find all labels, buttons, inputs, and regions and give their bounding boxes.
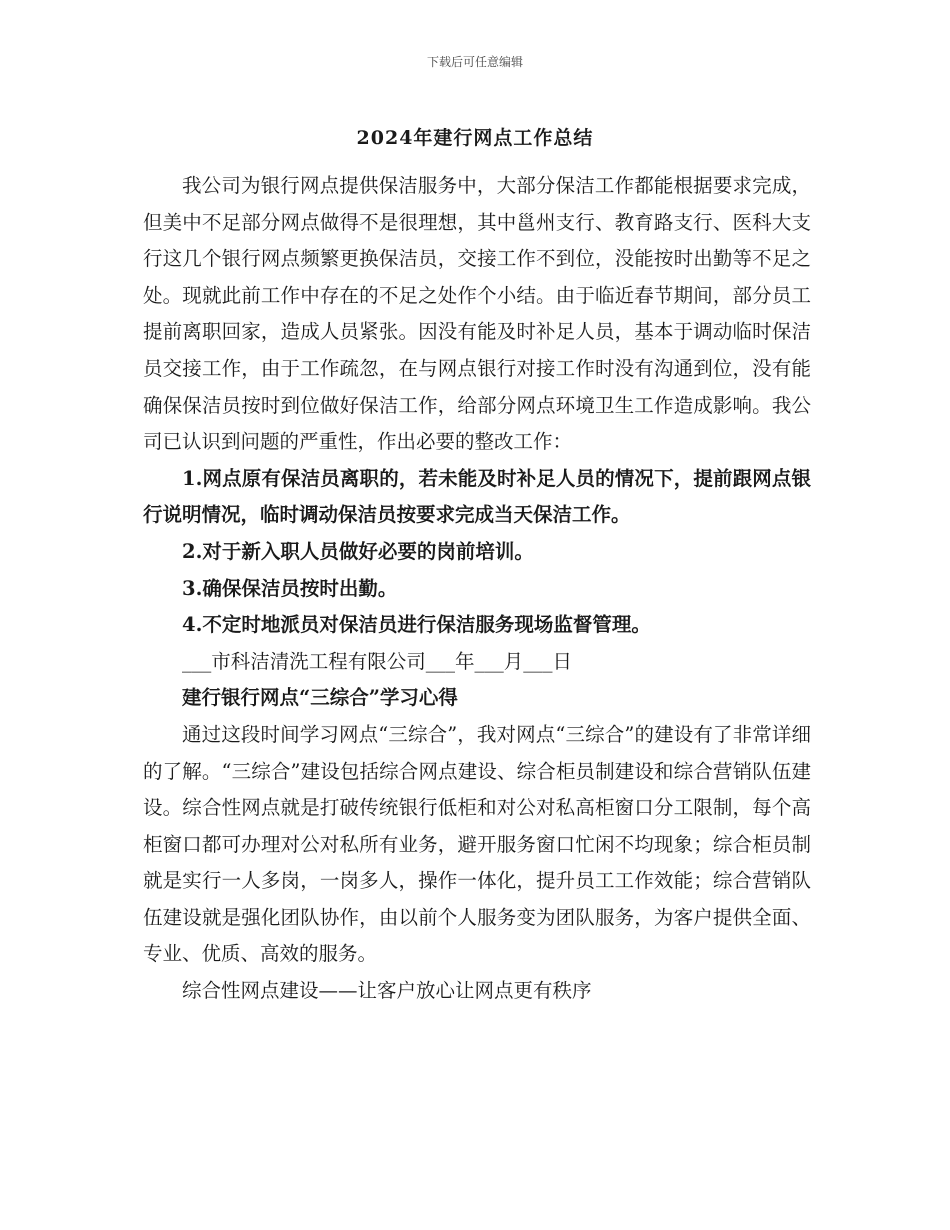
measure-item: 1.网点原有保洁员离职的，若未能及时补足人员的情况下，提前跟网点银行说明情况，临时调动保洁员按要求完成当天保洁工作。	[143, 466, 811, 527]
measure-item: 4.不定时地派员对保洁员进行保洁服务现场监督管理。	[182, 613, 651, 637]
measure-item: 3.确保保洁员按时出勤。	[182, 576, 398, 600]
measure-item: 2.对于新入职人员做好必要的岗前培训。	[182, 539, 534, 563]
section-heading: 建行银行网点“三综合”学习心得	[182, 686, 458, 710]
header-note: 下载后可任意编辑	[426, 55, 523, 69]
intro-paragraph: 我公司为银行网点提供保洁服务中，大部分保洁工作都能根据要求完成，但美中不足部分网点做得不是很理想，其中邕州支行、教育路支行、医科大支行这几个银行网点频繁更换保洁员，交接工作不到位，没能按时出勤等不足之处。现就此前工作中存在的不足之处作个小结。由于临近春节期间，部分员工提前离职回家，造成人员紧张。因没有能及时补足人员，基本于调动临时保洁员交接工作，由于工作疏忽，在与网点银行对接工作时没有沟通到位，没有能确保保洁员按时到位做好保洁工作，给部分网点环境卫生工作造成影响。我公司已认识到问题的严重性，作出必要的整改工作：	[143, 174, 811, 454]
signature-line: ___市科洁清洗工程有限公司___年___月___日	[182, 649, 573, 673]
document-title: 2024年建行网点工作总结	[356, 127, 594, 149]
section-paragraph: 通过这段时间学习网点“三综合”，我对网点“三综合”的建设有了非常详细的了解。“三综合”建设包括综合网点建设、综合柜员制建设和综合营销队伍建设。综合性网点就是打破传统银行低柜和对公对私高柜窗口分工限制，每个高柜窗口都可办理对公对私所有业务，避开服务窗口忙闲不均现象；综合柜员制就是实行一人多岗，一岗多人，操作一体化，提升员工工作效能；综合营销队伍建设就是强化团队协作，由以前个人服务变为团队服务，为客户提供全面、专业、优质、高效的服务。	[143, 722, 811, 966]
section-subheading: 综合性网点建设——让客户放心让网点更有秩序	[182, 979, 592, 1003]
document-body	[143, 168, 811, 1010]
